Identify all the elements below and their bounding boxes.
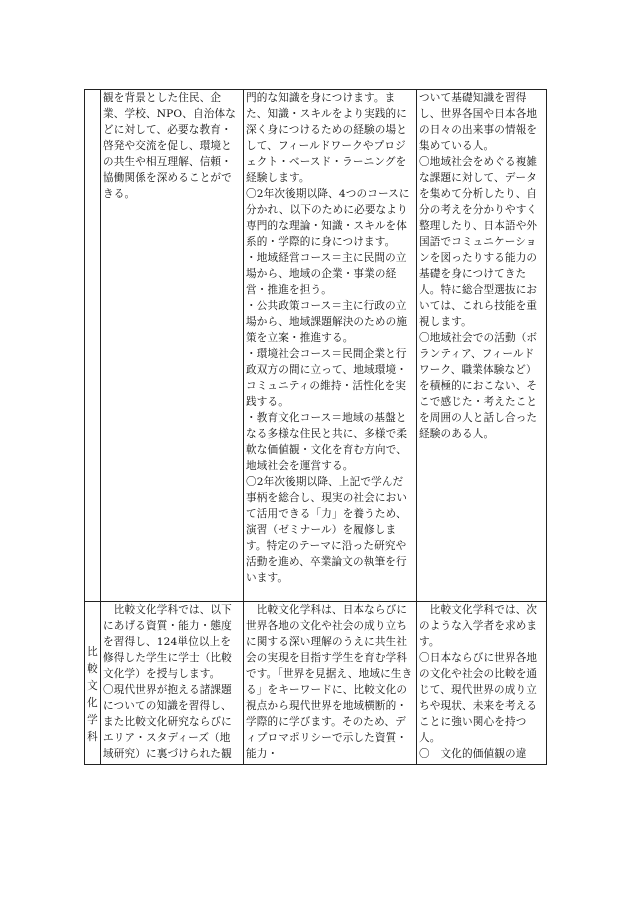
- diploma-policy-text: 観を背景とした住民、企業、学校、NPO、自治体などに対して、必要な教育・啓発や交流を促し、環境との共生や相互理解、信頼・協働関係を深めることができる。: [103, 92, 236, 200]
- curriculum-policy-text: 比較文化学科は、日本ならびに世界各地の文化や社会の成り立ちに関する深い理解のうえに共生社会の実現を目指す学生を育む学科です。「世界を見据え、地域に生きる」をキーワードに、比較文化の視点から現代世界を地域横断的・学際的に学びます。そのため、ディプロマポリシーで示した資質・能力・: [246, 604, 413, 760]
- admission-policy-cell: [417, 90, 547, 602]
- table-row: [85, 602, 547, 765]
- curriculum-policy-text: 門的な知識を身につけます。また、知識・スキルをより実践的に深く身につけるための経験の場として、フィールドワークやプロジェクト・ベースド・ラーニングを経験します。 〇2年次後期以降、4つのコースに分かれ、以下のために必要なより専門的な理論・知識・スキルを体系的・学際的に身につけます。 ・地域経営コース＝主に民間の立場から、地域の企業・事業の経営・推進を担う。 ・公共政策コース＝主に行政の立場から、地域課題解決のための施策を立案・推進する。 ・環境社会コース＝民間企業と行政双方の間に立って、地域環境・コミュニティの維持・活性化を実践する。 ・教育文化コース＝地域の基盤となる多様な住民と共に、多様で柔軟な価値観・文化を育む方向で、地域社会を運営する。 〇2年次後期以降、上記で学んだ事柄を総合し、現実の社会において活用できる「力」を養うため、演習（ゼミナール）を履修します。特定のテーマに沿った研究や活動を進め、卒業論文の執筆を行います。: [246, 92, 410, 584]
- curriculum-policy-cell: [244, 602, 417, 765]
- admission-policy-text: 比較文化学科では、次のような入学者を求めます。 〇日本ならびに世界各地の文化や社会の比較を通じて、現代世界の成り立ちや現状、未来を考えることに強い関心を持つ人。 〇 文化的価値観の違: [419, 604, 538, 760]
- department-label: 比 較 文 化 学 科: [87, 646, 98, 743]
- diploma-policy-cell: [101, 602, 244, 765]
- department-label-cell: [85, 90, 101, 602]
- diploma-policy-text: 比較文化学科では、以下にあげる資質・能力・態度を習得し、124単位以上を修得した学生に学士（比較文化学）を授与します。 〇現代世界が抱える諸課題についての知識を習得し、また比較文化研究ならびにエリア・スタディーズ（地域研究）に裏づけられた観: [103, 604, 232, 760]
- admission-policy-text: ついて基礎知識を習得し、世界各国や日本各地の日々の出来事の情報を集めている人。 〇地域社会をめぐる複雑な課題に対して、データを集めて分析したり、自分の考えを分かりやすく整理したり、日本語や外国語でコミュニケーションを図ったりする能力の基礎を身につけてきた人。特に総合型選抜においては、これら技能を重視します。 〇地域社会での活動（ボランティア、フィールドワーク、職業体験など）を積極的におこない、そこで感じた・考えたことを周囲の人と話し合った経験のある人。: [419, 92, 538, 440]
- admission-policy-cell: [417, 602, 547, 765]
- diploma-policy-cell: [101, 90, 244, 602]
- policy-table: [84, 89, 547, 765]
- table-row: [85, 90, 547, 602]
- curriculum-policy-cell: [244, 90, 417, 602]
- department-label-cell: [85, 602, 101, 765]
